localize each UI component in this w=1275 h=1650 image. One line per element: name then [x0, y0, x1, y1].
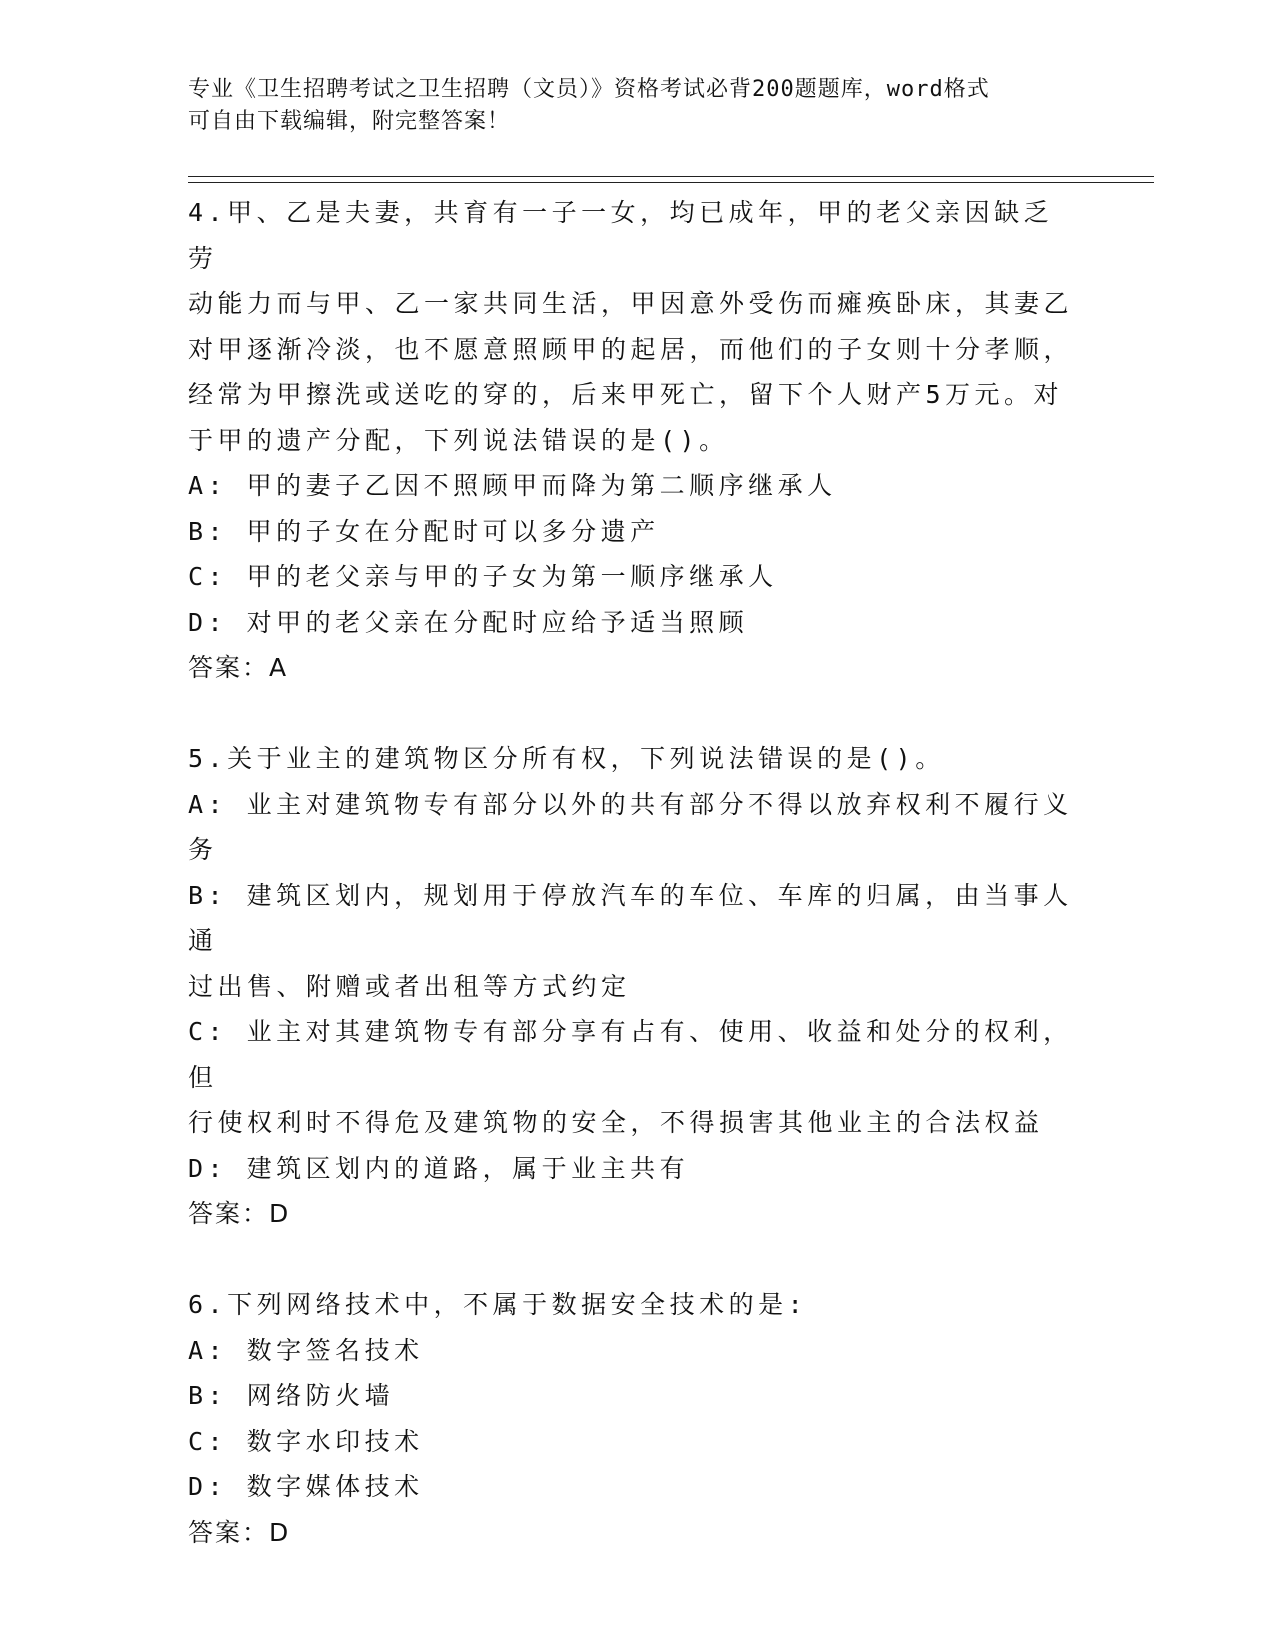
option-a: A: 甲的妻子乙因不照顾甲而降为第二顺序继承人: [188, 471, 837, 500]
option-a: A: 数字签名技术: [188, 1335, 424, 1365]
question-stem-line: 动能力而与甲、乙一家共同生活，甲因意外受伤而瘫痪卧床，其妻乙: [188, 289, 1074, 318]
question-stem-line: 6.下列网络技术中，不属于数据安全技术的是:: [188, 1290, 808, 1319]
option-b: B: 建筑区划内，规划用于停放汽车的车位、车库的归属，由当事人通: [188, 880, 1073, 955]
option-c: C: 数字水印技术: [188, 1426, 424, 1456]
option-a: A: 业主对建筑物专有部分以外的共有部分不得以放弃权利不履行义务: [188, 789, 1073, 864]
option-d: D: 建筑区划内的道路，属于业主共有: [188, 1153, 690, 1183]
header-divider-bottom: [188, 182, 1154, 183]
question-stem-line: 经常为甲擦洗或送吃的穿的，后来甲死亡，留下个人财产5万元。对: [188, 380, 1064, 409]
header-title-line-2: 可自由下载编辑，附完整答案！: [188, 109, 511, 134]
option-d: D: 数字媒体技术: [188, 1472, 424, 1501]
question-6: [188, 1282, 1078, 1555]
answer-label: 答案：D: [188, 1199, 291, 1228]
document-header: [188, 74, 1068, 138]
option-c-continued: 行使权利时不得危及建筑物的安全，不得损害其他业主的合法权益: [188, 1108, 1044, 1137]
option-c: C: 业主对其建筑物专有部分享有占有、使用、收益和处分的权利，但: [188, 1017, 1073, 1092]
question-stem-line: 对甲逐渐冷淡，也不愿意照顾甲的起居，而他们的子女则十分孝顺，: [188, 334, 1074, 364]
header-title-line-1: 专业《卫生招聘考试之卫生招聘（文员）》资格考试必背200题题库，word格式: [188, 77, 990, 102]
answer-label: 答案：A: [188, 653, 289, 682]
answer-label: 答案：D: [188, 1517, 291, 1547]
header-divider-top: [188, 176, 1154, 177]
question-5: [188, 736, 1078, 1237]
question-list: [188, 190, 1078, 1601]
option-b-continued: 过出售、附赠或者出租等方式约定: [188, 971, 631, 1001]
option-c: C: 甲的老父亲与甲的子女为第一顺序继承人: [188, 562, 778, 591]
option-b: B: 网络防火墙: [188, 1381, 395, 1410]
question-stem-line: 5.关于业主的建筑物区分所有权，下列说法错误的是()。: [188, 744, 945, 773]
question-stem-line: 4.甲、乙是夫妻，共育有一子一女，均已成年，甲的老父亲因缺乏劳: [188, 198, 1054, 273]
option-b: B: 甲的子女在分配时可以多分遗产: [188, 516, 660, 546]
question-stem-line: 于甲的遗产分配，下列说法错误的是()。: [188, 425, 729, 455]
option-d: D: 对甲的老父亲在分配时应给予适当照顾: [188, 607, 749, 637]
question-4: [188, 190, 1078, 691]
